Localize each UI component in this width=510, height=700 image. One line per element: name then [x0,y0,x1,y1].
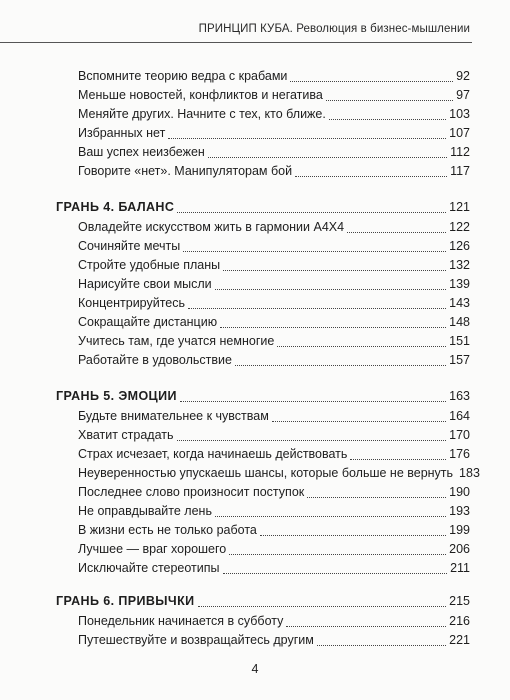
toc-entry-title: Путешествуйте и возвращайтесь другим [78,633,314,647]
toc-entry-title: Последнее слово произносит поступок [78,485,305,499]
dot-leader [307,497,446,498]
toc-entry-page: 112 [450,145,470,159]
toc-chapter-heading [56,591,470,611]
header-divider [0,42,472,43]
toc-entry-page: 193 [449,504,470,518]
dot-leader [260,535,446,536]
dot-leader [215,516,446,517]
dot-leader [223,573,448,574]
dot-leader [317,645,446,646]
toc-entry-page: 92 [456,69,470,83]
chapter-title: ГРАНЬ 4. БАЛАНС [56,200,175,214]
toc-entry-title: Меньше новостей, конфликтов и негатива [78,88,323,102]
toc-entry-page: 132 [449,258,470,272]
toc-entry [78,444,470,464]
toc-entry-title: Не оправдывайте лень [78,504,212,518]
toc-entry [78,501,470,521]
toc-entry-title: Лучшее — враг хорошего [78,542,227,556]
dot-leader [177,212,446,213]
dot-leader [220,327,446,328]
toc-entry-title: Будьте внимательнее к чувствам [78,409,269,423]
toc-entry-page: 211 [450,561,470,575]
toc-entry-title: Концентрируйтесь [78,296,186,310]
dot-leader [326,100,453,101]
toc-entry [78,539,470,559]
toc-entry-page: 107 [449,126,470,140]
chapter-title: ГРАНЬ 5. ЭМОЦИИ [56,389,177,403]
toc-entry-title: Овладейте искусством жить в гармонии А4Х4 [78,220,345,234]
chapter-page: 121 [449,200,470,214]
toc-entry-page: 139 [449,277,470,291]
toc-entry-page: 126 [449,239,470,253]
toc-entry [78,293,470,313]
toc-entry-title: Вспомните теорию ведра с крабами [78,69,288,83]
running-header [0,0,510,48]
toc-entry-page: 183 [459,466,480,480]
toc-chapter-heading [56,197,470,217]
toc-entry [78,630,470,650]
toc-entry-title: Хватит страдать [78,428,174,442]
dot-leader [215,289,446,290]
dot-leader [183,251,446,252]
toc-entry [78,463,480,483]
chapter-title: ГРАНЬ 6. ПРИВЫЧКИ [56,594,195,608]
dot-leader [329,119,446,120]
toc-entry-page: 103 [449,107,470,121]
toc-entry [78,406,470,426]
toc-entry-title: Стройте удобные планы [78,258,221,272]
dot-leader [235,365,446,366]
dot-leader [295,176,447,177]
toc-entry-title: Исключайте стереотипы [78,561,220,575]
toc-entry [78,142,470,162]
toc-entry-page: 143 [449,296,470,310]
dot-leader [208,157,447,158]
toc-entry-page: 190 [449,485,470,499]
toc-entry-title: Нарисуйте свои мысли [78,277,212,291]
dot-leader [223,270,446,271]
toc-entry-title: Избранных нет [78,126,166,140]
toc-entry-page: 221 [449,633,470,647]
toc-entry [78,255,470,275]
toc-entry [78,350,470,370]
toc-entry-title: В жизни есть не только работа [78,523,257,537]
toc-entry-page: 157 [449,353,470,367]
dot-leader [198,606,447,607]
toc-entry [78,104,470,124]
toc-entry-title: Сокращайте дистанцию [78,315,218,329]
dot-leader [168,138,446,139]
toc-entry-title: Работайте в удовольствие [78,353,232,367]
book-title-header: ПРИНЦИП КУБА. Революция в бизнес-мышлении [198,23,470,35]
dot-leader [350,459,446,460]
dot-leader [277,346,446,347]
toc-entry-title: Учитесь там, где учатся немногие [78,334,275,348]
toc-entry [78,274,470,294]
dot-leader [180,401,446,402]
chapter-page: 163 [449,389,470,403]
dot-leader [177,440,447,441]
toc-entry-page: 148 [449,315,470,329]
toc-entry-page: 122 [449,220,470,234]
dot-leader [188,308,446,309]
toc-entry [78,482,470,502]
toc-entry-page: 206 [449,542,470,556]
toc-entry-page: 216 [449,614,470,628]
dot-leader [290,81,453,82]
toc-entry-page: 176 [449,447,470,461]
page-number: 4 [251,662,259,676]
toc-entry-page: 151 [449,334,470,348]
toc-entry [78,611,470,631]
toc-entry [78,161,470,181]
toc-entry-page: 117 [450,164,470,178]
chapter-page: 215 [449,594,470,608]
toc-entry [78,520,470,540]
toc-entry-title: Страх исчезает, когда начинаешь действовать [78,447,348,461]
toc-entry [78,217,470,237]
toc-entry-title: Сочиняйте мечты [78,239,181,253]
toc-entry-title: Говорите «нет». Манипуляторам бой [78,164,293,178]
toc-entry-title: Понедельник начинается в субботу [78,614,284,628]
toc-entry [78,236,470,256]
toc-entry [78,66,470,86]
toc-entry [78,558,470,578]
toc-entry [78,425,470,445]
toc-entry-page: 97 [456,88,470,102]
toc-entry [78,312,470,332]
dot-leader [347,232,446,233]
toc-entry [78,331,470,351]
toc-entry [78,123,470,143]
toc-entry-page: 164 [449,409,470,423]
dot-leader [229,554,446,555]
dot-leader [272,421,446,422]
toc-entry-page: 170 [449,428,470,442]
toc-entry-title: Неуверенностью упускаешь шансы, которые больше не вернуть [78,466,454,480]
toc-entry [78,85,470,105]
toc-entry-page: 199 [449,523,470,537]
toc-entry-title: Меняйте других. Начните с тех, кто ближе. [78,107,326,121]
dot-leader [286,626,446,627]
toc-chapter-heading [56,386,470,406]
toc-entry-title: Ваш успех неизбежен [78,145,205,159]
